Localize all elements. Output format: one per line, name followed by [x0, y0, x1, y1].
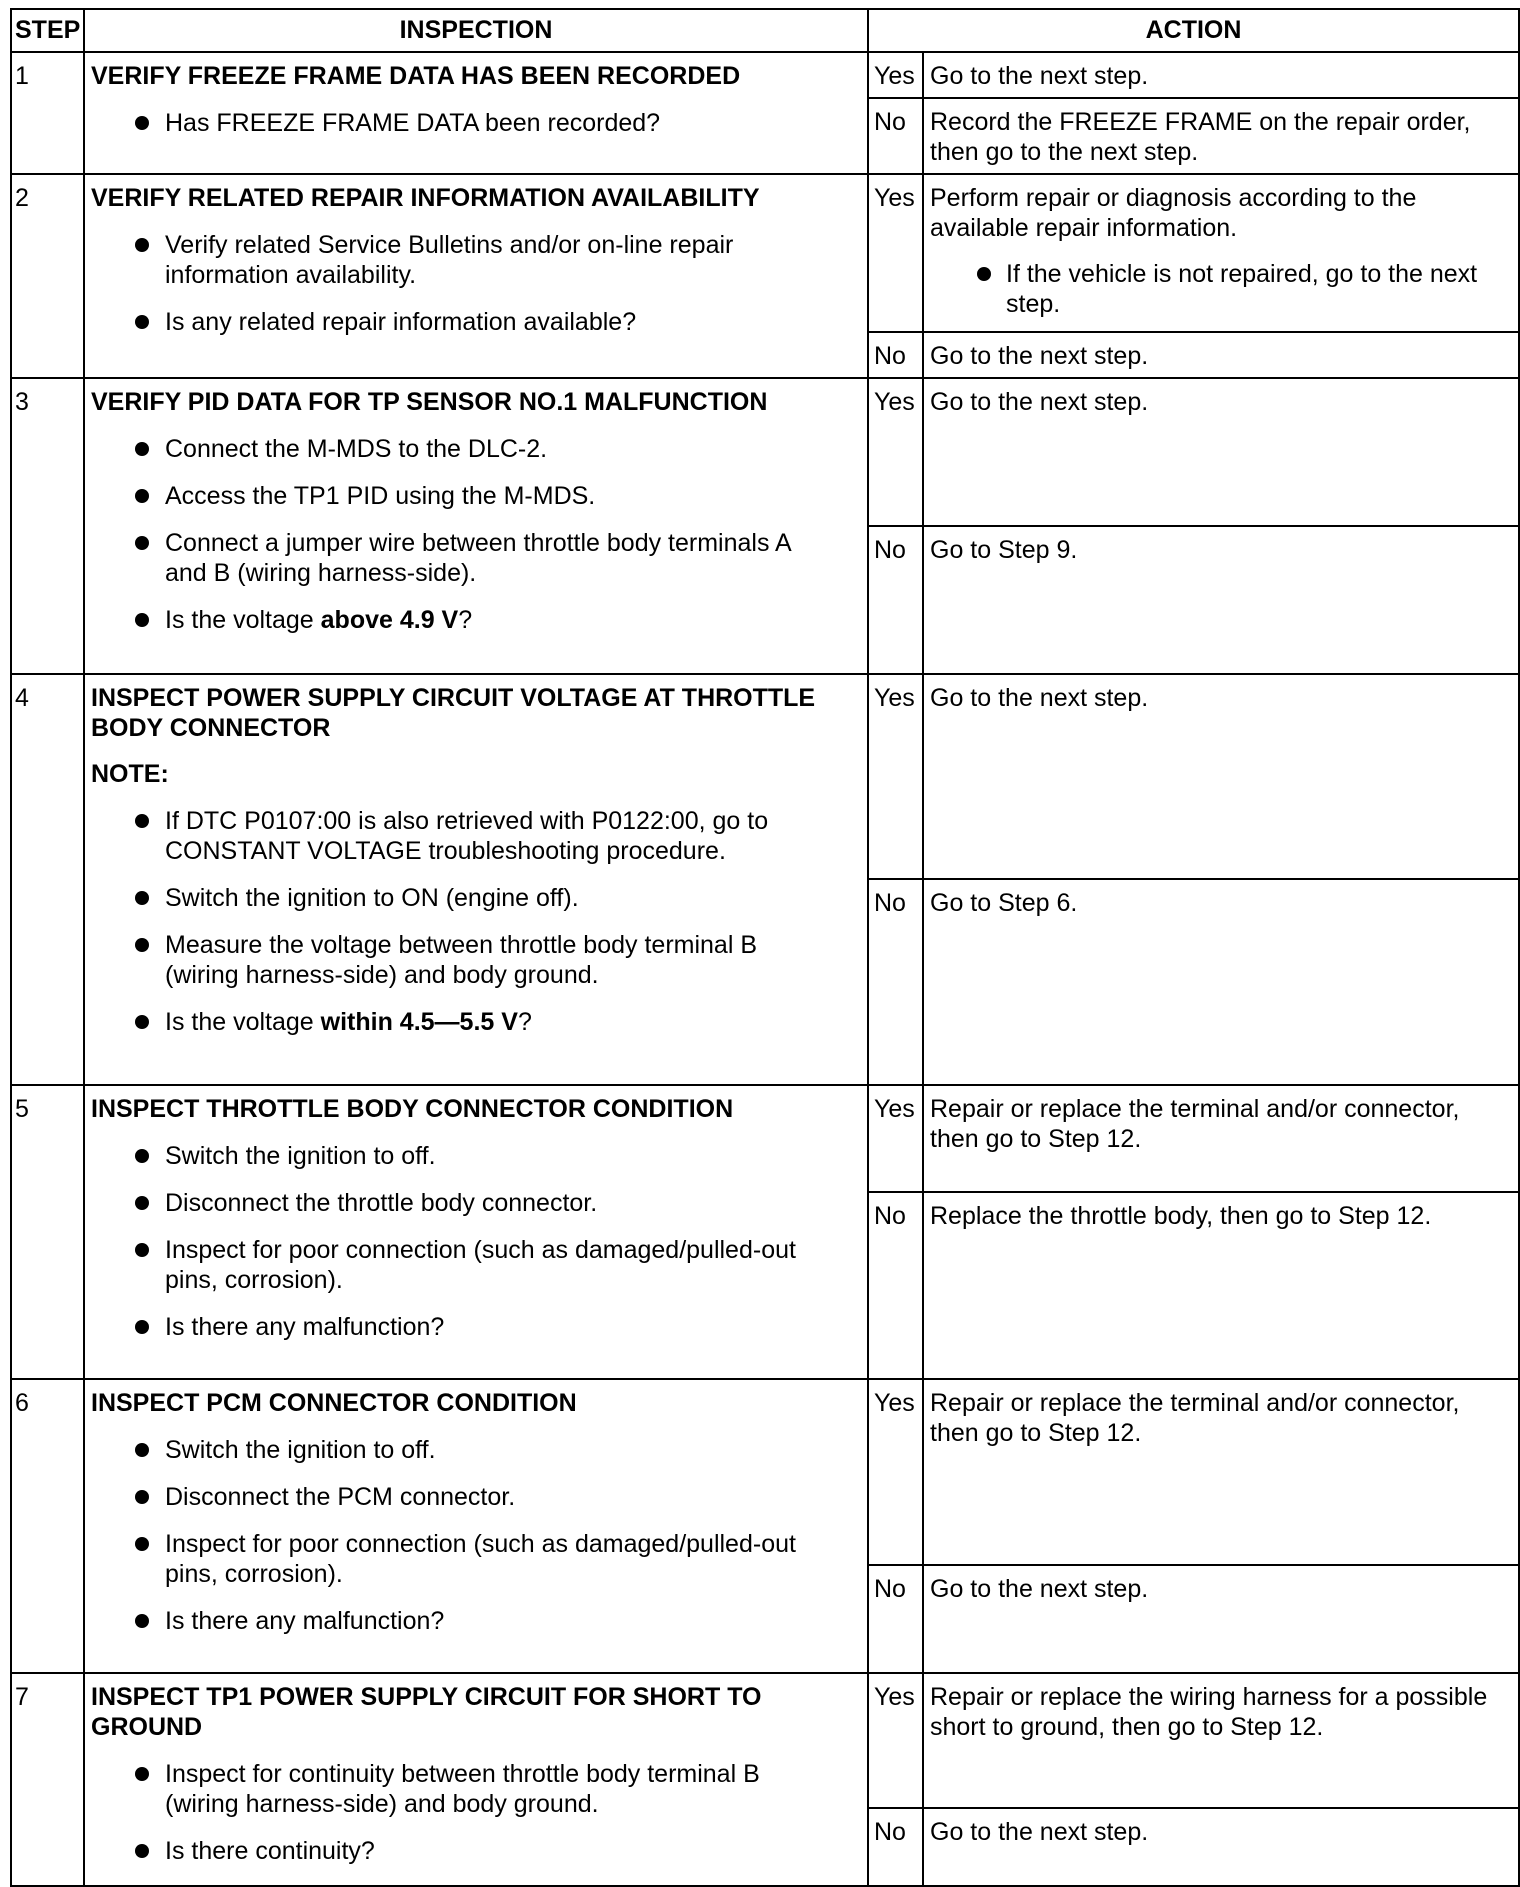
inspection-bullet: Inspect for continuity between throttle body terminal B (wiring harness-side) and body ground. — [91, 1759, 861, 1819]
inspection-bullet: Inspect for poor connection (such as damaged/pulled-out pins, corrosion). — [91, 1529, 861, 1589]
table-row — [11, 1085, 1519, 1192]
inspection-bullet: Verify related Service Bulletins and/or on-line repair information availability. — [91, 230, 861, 290]
bullet-dot-icon — [135, 489, 149, 503]
note-label: NOTE: — [91, 760, 169, 788]
no-label: No — [868, 1565, 923, 1673]
bullet-dot-icon — [135, 1243, 149, 1257]
yes-action: Repair or replace the wiring harness for a possible short to ground, then go to Step 12. — [923, 1673, 1519, 1808]
table-row — [11, 1379, 1519, 1565]
inspection-question: Is the voltage above 4.9 V? — [91, 605, 861, 635]
step-number: 4 — [11, 674, 84, 1085]
inspection-bullet: Inspect for poor connection (such as damaged/pulled-out pins, corrosion). — [91, 1235, 861, 1295]
diagnostic-procedure-sheet — [10, 8, 1518, 1887]
header-step: STEP — [11, 9, 84, 52]
inspection-cell — [84, 674, 868, 1085]
table-row — [11, 52, 1519, 98]
inspection-cell — [84, 1379, 868, 1673]
yes-action: Perform repair or diagnosis according to the available repair information. — [930, 184, 1417, 242]
inspection-bullet: Measure the voltage between throttle body terminal B (wiring harness-side) and body ground. — [91, 930, 861, 990]
header-action: ACTION — [868, 9, 1519, 52]
inspection-question: Is there any malfunction? — [91, 1312, 861, 1342]
inspection-question: Is there continuity? — [91, 1836, 861, 1866]
header-inspection: INSPECTION — [84, 9, 868, 52]
yes-label: Yes — [868, 674, 923, 879]
inspection-title: VERIFY PID DATA FOR TP SENSOR NO.1 MALFUNCTION — [91, 388, 768, 416]
step-number: 3 — [11, 378, 84, 674]
inspection-bullet: Has FREEZE FRAME DATA been recorded? — [91, 108, 861, 138]
inspection-bullet: Disconnect the PCM connector. — [91, 1482, 861, 1512]
bullet-dot-icon — [135, 1614, 149, 1628]
no-action: Go to Step 6. — [923, 879, 1519, 1085]
yes-label: Yes — [868, 52, 923, 98]
step-number: 5 — [11, 1085, 84, 1379]
no-action: Go to the next step. — [923, 1565, 1519, 1673]
no-action: Go to the next step. — [923, 1808, 1519, 1886]
bullet-dot-icon — [135, 442, 149, 456]
bullet-dot-icon — [135, 536, 149, 550]
step-number: 1 — [11, 52, 84, 174]
bullet-dot-icon — [135, 238, 149, 252]
inspection-bullet: Is any related repair information available? — [91, 307, 861, 337]
no-action: Record the FREEZE FRAME on the repair order, then go to the next step. — [923, 98, 1519, 174]
yes-label: Yes — [868, 174, 923, 332]
table-row — [11, 174, 1519, 332]
bullet-dot-icon — [977, 267, 991, 281]
yes-label: Yes — [868, 1379, 923, 1565]
bullet-dot-icon — [135, 814, 149, 828]
no-label: No — [868, 1808, 923, 1886]
table-row — [11, 378, 1519, 526]
no-label: No — [868, 1192, 923, 1379]
inspection-cell — [84, 52, 868, 174]
bullet-dot-icon — [135, 891, 149, 905]
yes-action: Repair or replace the terminal and/or connector, then go to Step 12. — [923, 1085, 1519, 1192]
bullet-dot-icon — [135, 1196, 149, 1210]
bullet-dot-icon — [135, 1149, 149, 1163]
bullet-dot-icon — [135, 1443, 149, 1457]
inspection-bullet: Access the TP1 PID using the M-MDS. — [91, 481, 861, 511]
inspection-question: Is the voltage within 4.5—5.5 V? — [91, 1007, 861, 1037]
no-label: No — [868, 879, 923, 1085]
inspection-title: INSPECT TP1 POWER SUPPLY CIRCUIT FOR SHORT TO GROUND — [91, 1683, 762, 1741]
bullet-dot-icon — [135, 938, 149, 952]
inspection-bullet: If DTC P0107:00 is also retrieved with P0122:00, go to CONSTANT VOLTAGE troubleshooting procedure. — [91, 806, 861, 866]
table-header-row — [11, 9, 1519, 52]
bullet-dot-icon — [135, 1490, 149, 1504]
no-label: No — [868, 332, 923, 378]
inspection-bullet: Connect a jumper wire between throttle body terminals A and B (wiring harness-side). — [91, 528, 861, 588]
action-bullet: If the vehicle is not repaired, go to the next step. — [930, 259, 1512, 319]
inspection-cell — [84, 378, 868, 674]
inspection-title: VERIFY RELATED REPAIR INFORMATION AVAILABILITY — [91, 184, 760, 212]
table-row — [11, 1673, 1519, 1808]
inspection-bullet: Switch the ignition to off. — [91, 1141, 861, 1171]
no-action: Replace the throttle body, then go to Step 12. — [923, 1192, 1519, 1379]
no-action: Go to the next step. — [923, 332, 1519, 378]
bullet-dot-icon — [135, 116, 149, 130]
no-label: No — [868, 98, 923, 174]
bullet-dot-icon — [135, 1844, 149, 1858]
inspection-cell — [84, 1085, 868, 1379]
bullet-dot-icon — [135, 1537, 149, 1551]
inspection-question: Is there any malfunction? — [91, 1606, 861, 1636]
bullet-dot-icon — [135, 613, 149, 627]
yes-label: Yes — [868, 1085, 923, 1192]
inspection-title: INSPECT THROTTLE BODY CONNECTOR CONDITION — [91, 1095, 734, 1123]
inspection-bullet: Switch the ignition to off. — [91, 1435, 861, 1465]
inspection-cell — [84, 174, 868, 378]
inspection-title: INSPECT POWER SUPPLY CIRCUIT VOLTAGE AT THROTTLE BODY CONNECTOR — [91, 684, 816, 742]
yes-action: Go to the next step. — [923, 52, 1519, 98]
yes-action: Go to the next step. — [923, 378, 1519, 526]
table-row — [11, 674, 1519, 879]
yes-action: Go to the next step. — [923, 674, 1519, 879]
bullet-dot-icon — [135, 1767, 149, 1781]
inspection-bullet: Connect the M-MDS to the DLC-2. — [91, 434, 861, 464]
bullet-dot-icon — [135, 1015, 149, 1029]
inspection-cell — [84, 1673, 868, 1886]
step-number: 6 — [11, 1379, 84, 1673]
yes-action: Repair or replace the terminal and/or connector, then go to Step 12. — [923, 1379, 1519, 1565]
no-action: Go to Step 9. — [923, 526, 1519, 674]
yes-action-cell — [923, 174, 1519, 332]
bullet-dot-icon — [135, 1320, 149, 1334]
inspection-bullet: Disconnect the throttle body connector. — [91, 1188, 861, 1218]
yes-label: Yes — [868, 378, 923, 526]
no-label: No — [868, 526, 923, 674]
inspection-bullet: Switch the ignition to ON (engine off). — [91, 883, 861, 913]
step-number: 2 — [11, 174, 84, 378]
bullet-dot-icon — [135, 315, 149, 329]
inspection-title: INSPECT PCM CONNECTOR CONDITION — [91, 1389, 577, 1417]
troubleshooting-table — [10, 8, 1520, 1887]
yes-label: Yes — [868, 1673, 923, 1808]
inspection-title: VERIFY FREEZE FRAME DATA HAS BEEN RECORDED — [91, 62, 741, 90]
step-number: 7 — [11, 1673, 84, 1886]
